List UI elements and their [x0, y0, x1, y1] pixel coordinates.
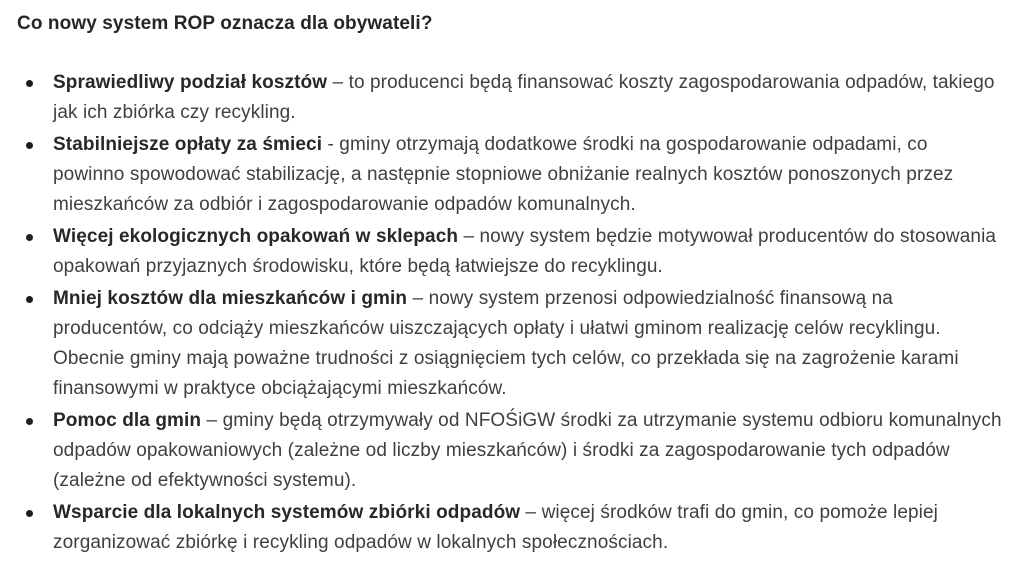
list-item-separator: – — [327, 72, 349, 93]
list-item-text: więcej środków trafi do gmin, co pomoże lepiej zorganizować zbiórkę i recykling odpadów w lokalnych społecznościach. — [53, 502, 938, 553]
list-item-lead: Wsparcie dla lokalnych systemów zbiórki odpadów — [53, 502, 521, 523]
list-item-separator: - — [322, 134, 340, 155]
list-item-text: gminy będą otrzymywały od NFOŚiGW środki za utrzymanie systemu odbioru komunalnych odpadów opakowaniowych (zależne od liczby mieszkańców) i środki za zagospodarowanie tych odpadów (zależne od efektywności systemu). — [53, 410, 1002, 491]
list-item — [17, 284, 1002, 404]
list-item-lead: Stabilniejsze opłaty za śmieci — [53, 134, 323, 155]
list-item-lead: Sprawiedliwy podział kosztów — [53, 72, 328, 93]
list-item-text: nowy system będzie motywował producentów do stosowania opakowań przyjaznych środowisku, które będą łatwiejsze do recyklingu. — [53, 226, 997, 277]
list-item-separator: – — [458, 226, 480, 247]
list-item — [17, 130, 1002, 220]
list-item — [17, 222, 1002, 282]
list-item-separator: – — [520, 502, 542, 523]
benefits-list — [17, 68, 1002, 558]
list-item-separator: – — [407, 288, 429, 309]
list-item-lead: Mniej kosztów dla mieszkańców i gmin — [53, 288, 408, 309]
list-item — [17, 498, 1002, 558]
list-item-separator: – — [201, 410, 223, 431]
list-item — [17, 406, 1002, 496]
list-item — [17, 68, 1002, 128]
list-item-lead: Pomoc dla gmin — [53, 410, 202, 431]
list-item-text: gminy otrzymają dodatkowe środki na gospodarowanie odpadami, co powinno spowodować stabilizację, a następnie stopniowe obniżanie realnych kosztów ponoszonych przez mieszkańców za odbiór i zagospodarowanie odpadów komunalnych. — [53, 134, 954, 215]
list-item-text: nowy system przenosi odpowiedzialność finansową na producentów, co odciąży mieszkańców uiszczających opłaty i ułatwi gminom realizację celów recyklingu. Obecnie gminy mają poważne trudności z osiągnięciem tych celów, co przekłada się na zagrożenie karami finansowymi w praktyce obciążającymi mieszkańców. — [53, 288, 959, 399]
list-item-lead: Więcej ekologicznych opakowań w sklepach — [53, 226, 459, 247]
list-item-text: to producenci będą finansować koszty zagospodarowania odpadów, takiego jak ich zbiórka czy recykling. — [53, 72, 995, 123]
section-heading: Co nowy system ROP oznacza dla obywateli? — [17, 13, 433, 34]
